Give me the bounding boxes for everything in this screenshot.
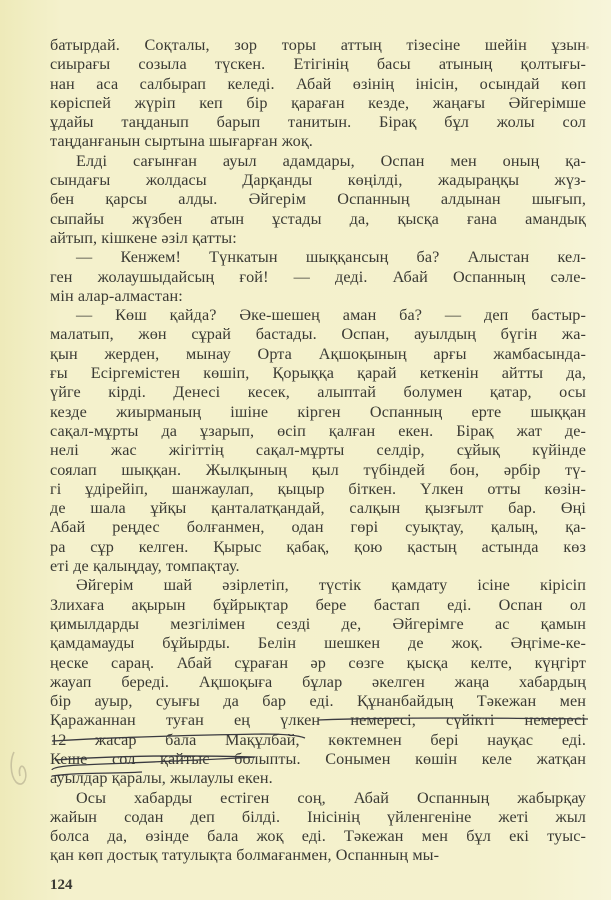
text-line: Қаражаннан туған ең үлкен немересі, сүйікті немересі bbox=[50, 711, 586, 730]
text-line: бен қарсы алды. Әйгерім Оспанның алдынан шығып, bbox=[50, 190, 586, 209]
page-number: 124 bbox=[50, 877, 73, 893]
text-line: қан көп достық татулықта болмағанмен, Оспанның мы- bbox=[50, 846, 440, 865]
text-line: нан аса салбырап келеді. Абай өзінің інісін, осындай көп bbox=[50, 74, 586, 93]
text-line: көріспей жүріп кеп бір қараған кезде, жаңағы Әйгерімше bbox=[50, 93, 586, 112]
text-line: малатып, жөн сұрай бастады. Оспан, ауылдың бүгін жа- bbox=[50, 325, 586, 344]
text-line: 12 жасар бала Мақұлбай, көктемнен бері науқас еді. bbox=[50, 730, 586, 749]
text-line: Осы хабарды естіген соң, Абай Оспанның жабырқау bbox=[76, 788, 586, 807]
text-line: сақал-мұрты да ұзарып, өсіп қалған екен. Бірақ жат де- bbox=[50, 421, 586, 440]
text-line: Абай реңдес болғанмен, одан гөрі суықтау, қалың, қа- bbox=[50, 518, 586, 537]
text-line: Әйгерім шай әзірлетіп, түстік қамдату ісіне кірісіп bbox=[76, 576, 586, 595]
text-line: сиырағы созыла түскен. Етігінің басы атының қолтығы- bbox=[50, 55, 586, 74]
text-line: кезде жиырманың ішіне кірген Оспанның ерте шыққан bbox=[50, 402, 586, 421]
text-line: нелі жас жігіттің сақал-мұрты селдір, сұйық күйінде bbox=[50, 441, 586, 460]
text-line: де шала ұйқы қанталатқандай, салқын қызғылт бар. Өңі bbox=[50, 499, 586, 518]
text-line: ғы Есіргемістен көшіп, Қорыққа қарай кеткенін айтты да, bbox=[50, 364, 586, 383]
pencil-mark bbox=[11, 752, 26, 784]
text-line: Елді сағынған ауыл адамдары, Оспан мен оның қа- bbox=[76, 151, 586, 170]
text-line: ауылдар қаралы, жылаулы екен. bbox=[50, 769, 273, 788]
text-line: қын жерден, мынау Орта Ақшоқының арғы жамбасында- bbox=[50, 344, 586, 363]
text-line: — Көш қайда? Әке-шешең аман ба? — деп бастыр- bbox=[76, 306, 586, 325]
text-line: ңеске сараң. Абай сұраған әр сөзге қысқа келте, күңгірт bbox=[50, 653, 586, 672]
text-line: айтып, кішкене әзіл қатты: bbox=[50, 228, 237, 247]
text-line: ра сұр келген. Қырыс қабақ, қою қастың астында көз bbox=[50, 537, 586, 556]
body-text bbox=[50, 36, 586, 866]
text-line: сыпайы жүзбен атын ұстады да, қысқа ғана амандық bbox=[50, 209, 586, 228]
text-line: жайын содан деп білді. Інісінің үйленгеніне жеті жыл bbox=[50, 807, 586, 826]
text-line: соялап шыққан. Жылқының қыл түбіндей бон, әрбір тү- bbox=[50, 460, 586, 479]
text-line: Злихаға ақырын бұйрықтар бере бастап еді. Оспан ол bbox=[50, 595, 586, 614]
text-line: сындағы жолдасы Дарқанды көңілді, жадыраңқы жүз- bbox=[50, 171, 586, 190]
text-line: гі ұдірейіп, шанжаулап, қыцыр біткен. Үлкен отты көзін- bbox=[50, 479, 586, 498]
text-line: ген жолаушыдайсың ғой! — деді. Абай Оспанның сәле- bbox=[50, 267, 586, 286]
text-line: — Кенжем! Түнкатын шыққансың ба? Алыстан кел- bbox=[76, 248, 586, 267]
text-line: жауап береді. Ақшоқыға бұлар әкелген жаңа хабардың bbox=[50, 672, 586, 691]
text-line: мін алар-алмастан: bbox=[50, 286, 183, 305]
text-line: еті де қалыңдау, томпақтау. bbox=[50, 557, 240, 576]
text-line: қимылдарды мезгілімен сезді де, Әйгерімге ас қамын bbox=[50, 614, 586, 633]
text-line: қамдамауды бұйырды. Белін шешкен де жоқ. Әңгіме-ке- bbox=[50, 634, 586, 653]
text-line: болса да, өзінде бала жоқ еді. Тәкежан мен бұл екі туыс- bbox=[50, 827, 586, 846]
text-line: бір ауыр, суығы да бар еді. Құнанбайдың Тәкежан мен bbox=[50, 692, 586, 711]
text-line: Кеше сол қайтыс болыпты. Сонымен көшін келе жатқан bbox=[50, 749, 586, 768]
text-line: ұдайы таңданып барып танитын. Бірақ бұл жолы сол bbox=[50, 113, 586, 132]
paper-speck bbox=[586, 46, 589, 49]
text-line: таңданғанын сыртына шығарған жоқ. bbox=[50, 132, 313, 151]
text-line: батырдай. Соқталы, зор торы аттың тізесіне шейін ұзын bbox=[50, 36, 586, 54]
text-line: үйге кірді. Денесі кесек, алыптай болумен қатар, осы bbox=[50, 383, 586, 402]
